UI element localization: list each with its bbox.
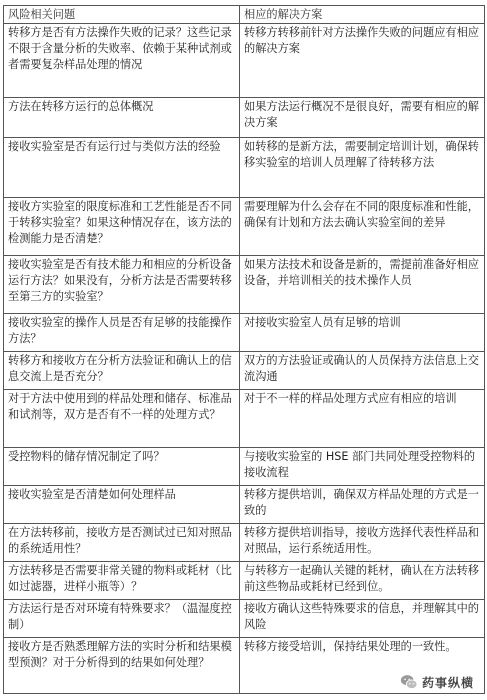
table-row: [4, 352, 485, 390]
table-row: [4, 524, 485, 562]
risk-solution: 如转移的是新方法，需要制定培训计划，确保转移实验室的培训人员理解了待转移方法: [240, 138, 485, 198]
risk-question: 接收实验室是否有技术能力和相应的分析设备运行方法？如果没有，分析方法是否需要转移至第三方的实验室？: [4, 256, 240, 314]
risk-solution-table: [3, 5, 485, 694]
risk-question: 对于方法中使用到的样品处理和储存、标准品和试剂等，双方是否有不一样的处理方式？: [4, 390, 240, 448]
table-row: [4, 486, 485, 524]
risk-solution: 与接收实验室的 HSE 部门共同处理受控物料的接收流程: [240, 448, 485, 486]
column-header-solution: 相应的解决方案: [240, 6, 485, 24]
table-row: [4, 98, 485, 138]
risk-solution: 转移方提供培训指导，接收方选择代表性样品和对照品，运行系统适用性。: [240, 524, 485, 562]
watermark-text: 药事纵横: [421, 675, 474, 690]
risk-question: 方法转移是否需要非常关键的物料或耗材（比如过滤器，进样小瓶等）？: [4, 562, 240, 600]
risk-solution: 对接收实验室人员有足够的培训: [240, 314, 485, 352]
risk-question: 接收实验室是否清楚如何处理样品: [4, 486, 240, 524]
table-row: [4, 448, 485, 486]
table-row: [4, 314, 485, 352]
wechat-icon: [400, 673, 418, 691]
risk-solution: 双方的方法验证或确认的人员保持方法信息上交流沟通: [240, 352, 485, 390]
risk-question: 转移方和接收方在分析方法验证和确认上的信息交流上是否充分？: [4, 352, 240, 390]
table-header-row: [4, 6, 485, 24]
table-row: [4, 198, 485, 256]
risk-question: 转移方是否有方法操作失败的记录？这些记录不限于含量分析的失败率、依赖于某种试剂或者需要复杂样品处理的情况: [4, 24, 240, 98]
risk-solution: 转移方提供培训，确保双方样品处理的方式是一致的: [240, 486, 485, 524]
column-header-risk: 风险相关问题: [4, 6, 240, 24]
risk-solution: 转移方转移前针对方法操作失败的问题应有相应的解决方案: [240, 24, 485, 98]
risk-solution: 对于不一样的样品处理方式应有相应的培训: [240, 390, 485, 448]
risk-question: 方法运行是否对环境有特殊要求？（温湿度控制）: [4, 600, 240, 638]
risk-question: 在方法转移前，接收方是否测试过已知对照品的系统适用性？: [4, 524, 240, 562]
risk-solution: 接收方确认这些特殊要求的信息，并理解其中的风险: [240, 600, 485, 638]
table-row: [4, 600, 485, 638]
risk-question: 受控物料的储存情况制定了吗？: [4, 448, 240, 486]
watermark: [397, 672, 477, 692]
risk-question: 接收实验室的操作人员是否有足够的技能操作方法？: [4, 314, 240, 352]
risk-question: 接收实验室是否有运行过与类似方法的经验: [4, 138, 240, 198]
table-row: [4, 256, 485, 314]
table-row: [4, 390, 485, 448]
risk-solution: 如果方法技术和设备是新的，需提前准备好相应设备，并培训相关的技术操作人员: [240, 256, 485, 314]
risk-solution: 需要理解为什么会存在不同的限度标准和性能，确保有计划和方法去确认实验室间的差异: [240, 198, 485, 256]
risk-question: 接收方是否熟悉理解方法的实时分析和结果模型预测？对于分析得到的结果如何处理？: [4, 638, 240, 694]
risk-question: 方法在转移方运行的总体概况: [4, 98, 240, 138]
risk-solution: 转移方接受培训，保持结果处理的一致性。: [240, 638, 485, 694]
risk-solution: 如果方法运行概况不是很良好，需要有相应的解决方案: [240, 98, 485, 138]
table-row: [4, 562, 485, 600]
table-row: [4, 138, 485, 198]
risk-question: 接收方实验室的限度标准和工艺性能是否不同于转移实验室？如果这种情况存在，该方法的检测能力是否清楚？: [4, 198, 240, 256]
table-row: [4, 24, 485, 98]
risk-solution: 与转移方一起确认关键的耗材，确认在方法转移前这些物品或耗材已经到位。: [240, 562, 485, 600]
